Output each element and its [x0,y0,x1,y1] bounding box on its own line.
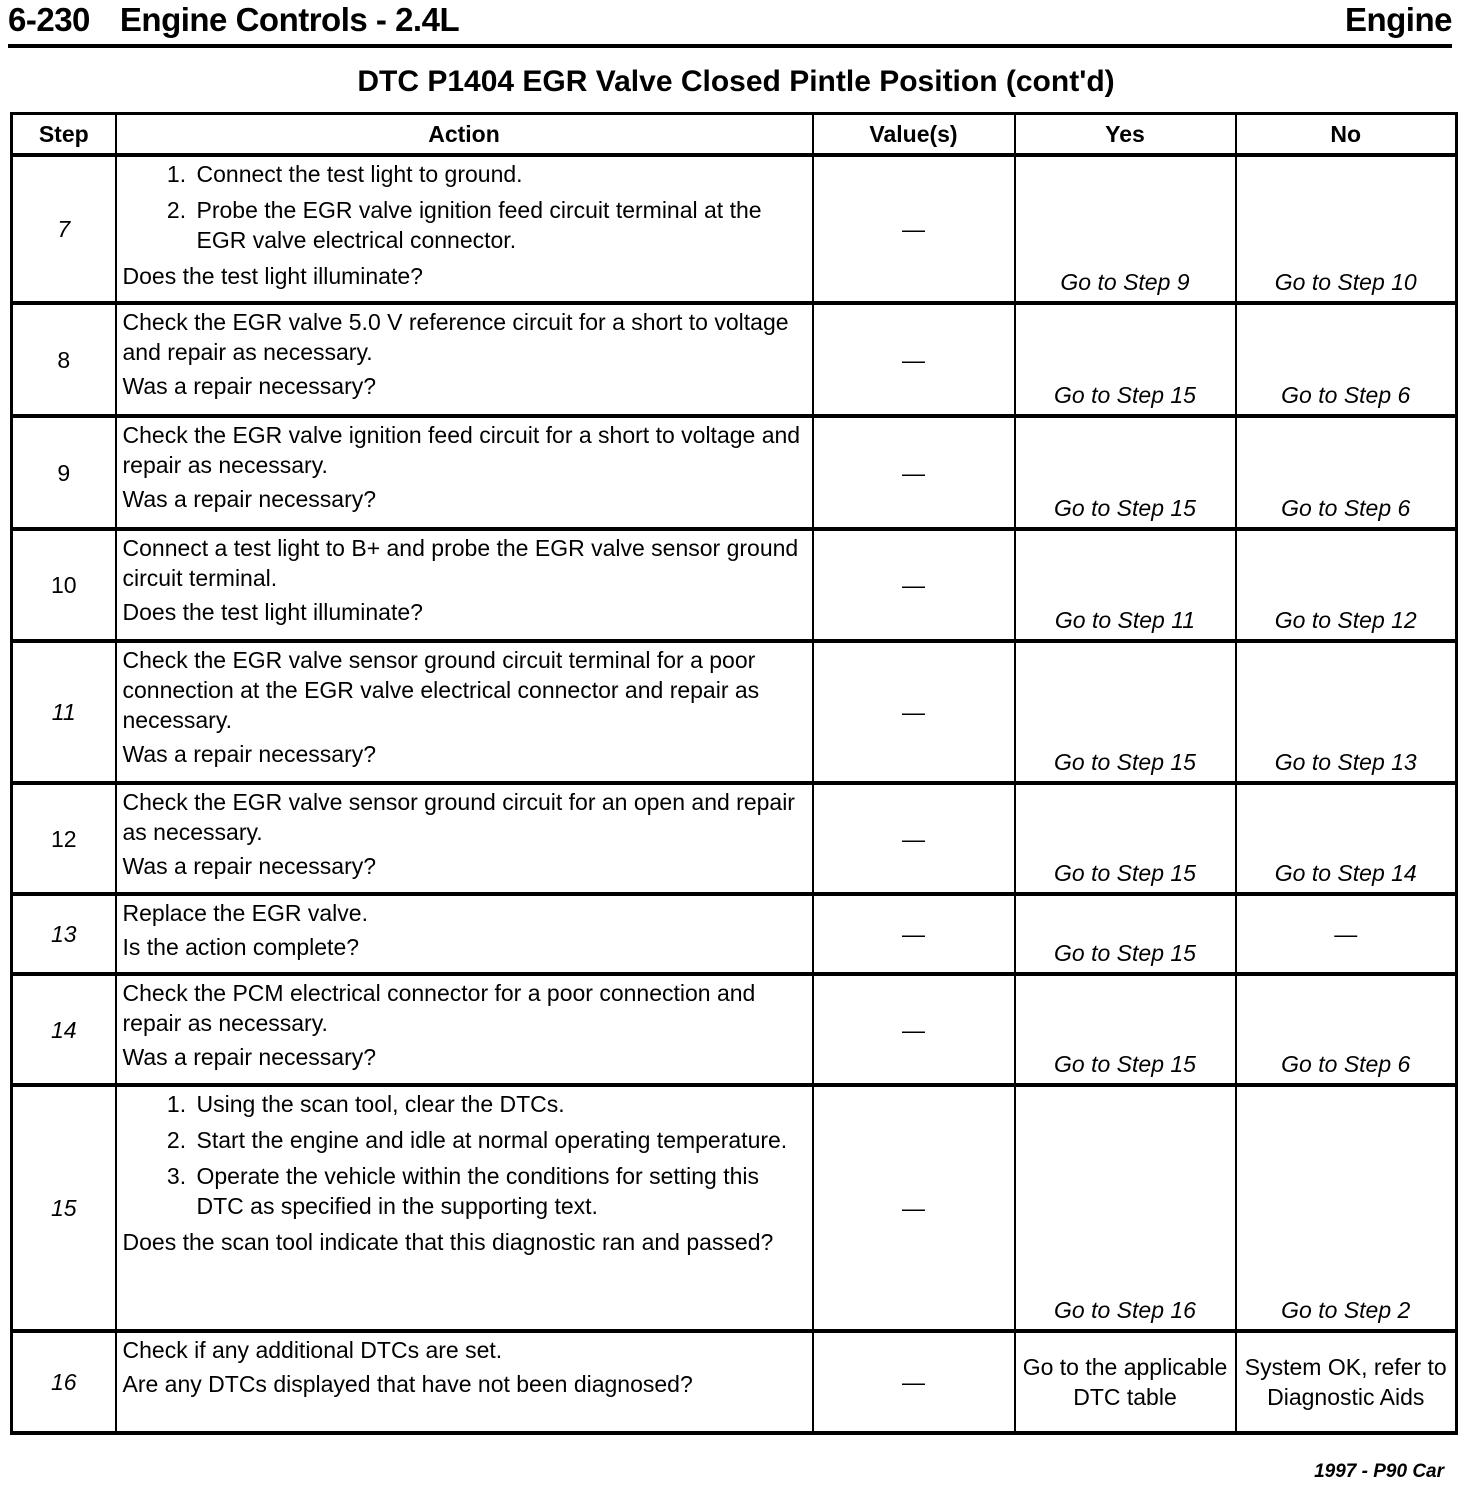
no-cell: — [1236,894,1457,974]
no-cell: Go to Step 2 [1236,1085,1457,1331]
col-header-no: No [1236,114,1457,156]
action-text: Check the EGR valve 5.0 V reference circuit for a short to voltage and repair as necessary. [122,309,789,365]
value-cell: — [813,974,1015,1085]
step-number: 7 [12,155,116,303]
step-number: 13 [12,894,116,974]
table-row [12,783,1457,894]
step-number: 15 [12,1085,116,1331]
action-steps [123,1089,804,1221]
action-cell [116,783,813,894]
table-row [12,1331,1457,1433]
section-number: 6-230 [8,1,90,38]
action-cell [116,1331,813,1433]
yes-cell: Go to the applicable DTC table [1015,1331,1236,1433]
action-step: 1. Connect the test light to ground. [193,159,804,189]
no-cell: Go to Step 10 [1236,155,1457,303]
table-row [12,974,1457,1085]
action-question: Was a repair necessary? [122,373,377,399]
action-question: Was a repair necessary? [122,1044,377,1070]
table-row [12,155,1457,303]
step-number: 12 [12,783,116,894]
yes-cell: Go to Step 9 [1015,155,1236,303]
value-cell: — [813,783,1015,894]
action-question: Was a repair necessary? [122,486,377,512]
table-row [12,529,1457,641]
action-question: Are any DTCs displayed that have not been diagnosed? [122,1371,693,1397]
value-cell: — [813,155,1015,303]
table-row [12,894,1457,974]
table-row [12,416,1457,529]
yes-cell: Go to Step 15 [1015,641,1236,783]
yes-cell: Go to Step 11 [1015,529,1236,641]
yes-cell: Go to Step 15 [1015,416,1236,529]
no-cell: Go to Step 6 [1236,974,1457,1085]
action-question: Was a repair necessary? [122,853,377,879]
action-text: Check the EGR valve sensor ground circuit terminal for a poor connection at the EGR valve electrical connector and repair as necessary. [122,647,760,733]
step-number: 10 [12,529,116,641]
action-text: Connect a test light to B+ and probe the EGR valve sensor ground circuit terminal. [122,535,799,591]
action-text: Check the EGR valve sensor ground circuit for an open and repair as necessary. [122,789,795,845]
page-footer: 1997 - P90 Car [1314,1461,1444,1482]
table-row [12,641,1457,783]
step-number: 8 [12,303,116,416]
step-number: 9 [12,416,116,529]
page-header [8,0,1452,48]
yes-cell: Go to Step 15 [1015,783,1236,894]
action-step: 1. Using the scan tool, clear the DTCs. [193,1089,804,1119]
action-text: Replace the EGR valve. [122,900,368,926]
action-cell [116,529,813,641]
value-cell: — [813,1331,1015,1433]
col-header-step: Step [12,114,116,156]
action-cell [116,894,813,974]
section-title: Engine Controls - 2.4L [119,1,460,38]
col-header-values: Value(s) [813,114,1015,156]
action-cell [116,155,813,303]
header-right: Engine [1344,1,1452,38]
action-cell [116,303,813,416]
step-number: 14 [12,974,116,1085]
action-text: Check the EGR valve ignition feed circuit for a short to voltage and repair as necessary. [122,422,801,478]
no-cell: Go to Step 6 [1236,416,1457,529]
action-question: Was a repair necessary? [122,741,377,767]
page-title: DTC P1404 EGR Valve Closed Pintle Position (cont'd) [357,65,1115,98]
value-cell: — [813,641,1015,783]
action-step: 2. Probe the EGR valve ignition feed circuit terminal at the EGR valve electrical connector. [193,195,804,255]
no-cell: Go to Step 13 [1236,641,1457,783]
value-cell: — [813,416,1015,529]
action-question: Does the test light illuminate? [122,263,423,289]
table-row [12,1085,1457,1331]
yes-cell: Go to Step 16 [1015,1085,1236,1331]
table-header-row [12,114,1457,156]
action-question: Does the scan tool indicate that this diagnostic ran and passed? [122,1229,774,1255]
no-cell: Go to Step 14 [1236,783,1457,894]
action-step: 2. Start the engine and idle at normal operating temperature. [193,1125,804,1155]
action-cell [116,974,813,1085]
action-text: Check the PCM electrical connector for a poor connection and repair as necessary. [122,980,756,1036]
step-number: 16 [12,1331,116,1433]
step-number: 11 [12,641,116,783]
value-cell: — [813,1085,1015,1331]
value-cell: — [813,303,1015,416]
col-header-yes: Yes [1015,114,1236,156]
no-cell: Go to Step 12 [1236,529,1457,641]
action-text: Check if any additional DTCs are set. [122,1337,503,1363]
diagnostic-table [10,112,1458,1435]
yes-cell: Go to Step 15 [1015,894,1236,974]
no-cell: System OK, refer to Diagnostic Aids [1236,1331,1457,1433]
action-steps [123,159,804,255]
action-question: Is the action complete? [122,934,360,960]
action-cell [116,416,813,529]
action-step: 3. Operate the vehicle within the conditions for setting this DTC as specified in the supporting text. [193,1161,804,1221]
col-header-action: Action [116,114,813,156]
action-cell [116,641,813,783]
action-cell [116,1085,813,1331]
yes-cell: Go to Step 15 [1015,974,1236,1085]
header-left [8,0,459,40]
value-cell: — [813,894,1015,974]
table-row [12,303,1457,416]
no-cell: Go to Step 6 [1236,303,1457,416]
yes-cell: Go to Step 15 [1015,303,1236,416]
action-question: Does the test light illuminate? [122,599,423,625]
value-cell: — [813,529,1015,641]
